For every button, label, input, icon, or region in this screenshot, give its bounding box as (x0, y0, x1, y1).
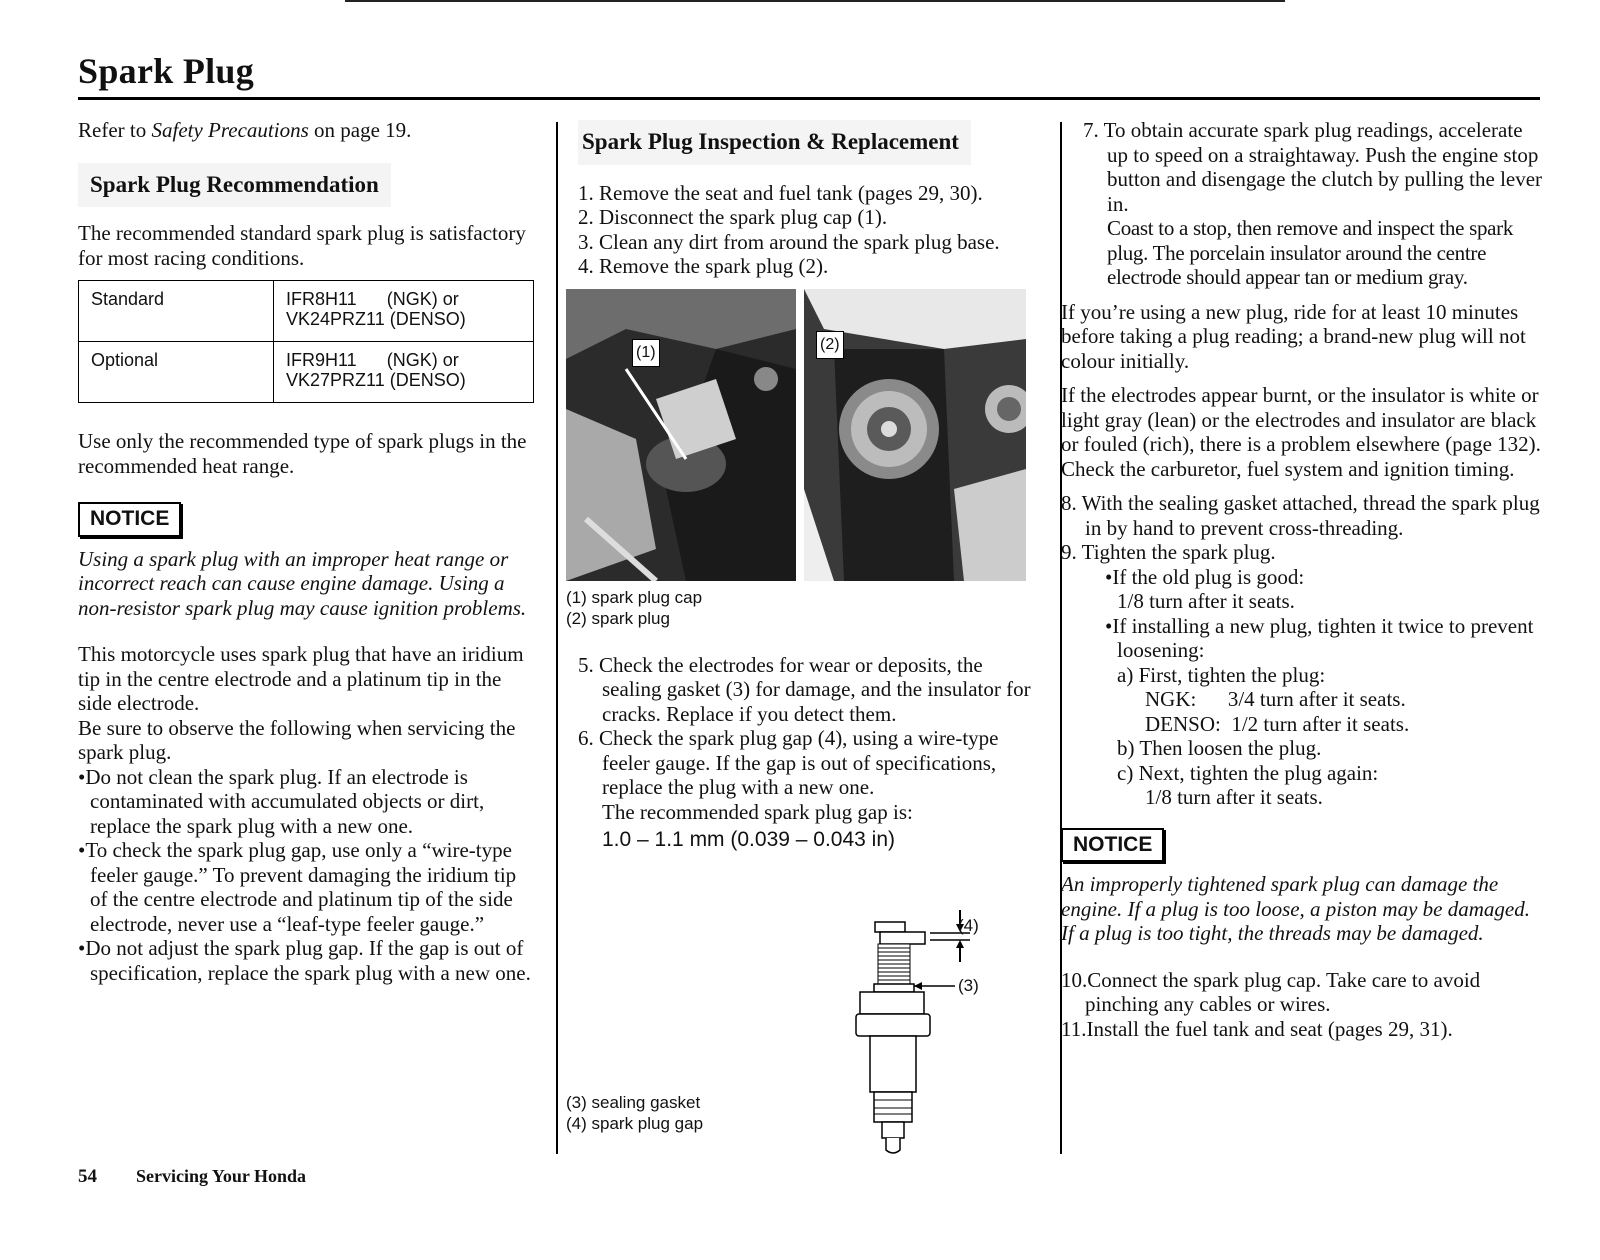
caption-spark-plug-cap: (1) spark plug cap (566, 587, 703, 607)
diagram-label-gasket: (3) (958, 976, 979, 995)
step7-continued: Coast to a stop, then remove and inspect the spark plug. The porcelain insulator around the centre electrode should appear tan or medium gray. (1107, 216, 1514, 289)
list-item: 3. Clean any dirt from around the spark plug base. (578, 229, 1000, 254)
photo-callout-2: (2) (816, 331, 844, 360)
notice-text: Using a spark plug with an improper heat range or incorrect reach can cause engine damage. Using a non-resistor spark plug may cause ignition problems. (78, 546, 527, 620)
old-plug-value: 1/8 turn after it seats. (1117, 589, 1295, 613)
photo-callout-1: (1) (632, 339, 660, 368)
new-plug-line: •If installing a new plug, tighten it twice to prevent loosening: (1105, 613, 1534, 662)
safety-reference (78, 118, 538, 143)
burnt-text: If the electrodes appear burnt, or the insulator is white or light gray (lean) or the electrodes and insulator are black or fouled (rich), there is a problem elsewhere (page 132). (1061, 383, 1541, 456)
title-rule (78, 97, 1540, 100)
list-item: 1. Remove the seat and fuel tank (pages 29, 30). (578, 180, 983, 205)
ngk-value: NGK: 3/4 turn after it seats. (1145, 687, 1406, 711)
photo-spark-plug-cap (566, 289, 796, 581)
spec-line: VK27PRZ11 (DENSO) (286, 370, 466, 390)
denso-value: DENSO: 1/2 turn after it seats. (1145, 711, 1410, 736)
new-plug-text: If you’re using a new plug, ride for at least 10 minutes before taking a plug reading; a brand-new plug will not colour initially. (1061, 299, 1526, 373)
list-item: 7. To obtain accurate spark plug readings, accelerate up to speed on a straightaway. Push the engine stop button and disengage the clutch by pulling the lever in. (1083, 118, 1543, 216)
notice-badge: NOTICE (1061, 828, 1164, 863)
table-cell-label: Standard (79, 281, 274, 342)
spark-plug-diagram-image (840, 900, 1020, 1180)
steps-list-1 (578, 181, 1038, 279)
caption-sealing-gasket: (3) sealing gasket (566, 1093, 701, 1112)
list-item: 10.Connect the spark plug cap. Take care to avoid pinching any cables or wires. (1061, 967, 1481, 1016)
list-item: • Do not adjust the spark plug gap. If the gap is out of specification, replace the spark plug with a new one. (78, 936, 538, 985)
steps-list-4 (1061, 491, 1543, 565)
diagram-captions (566, 1092, 703, 1134)
photo-spark-plug (804, 289, 1026, 581)
safety-ref-suffix: on page 19. (308, 118, 412, 142)
list-item: 9. Tighten the spark plug. (1061, 540, 1276, 564)
gap-value: 1.0 – 1.1 mm (0.039 – 0.043 in) (602, 828, 896, 851)
table-cell-label: Optional (79, 342, 274, 403)
column-right (1061, 118, 1543, 1041)
check-carb-text: Check the carburetor, fuel system and ignition timing. (1061, 456, 1515, 481)
gap-spec-block (578, 800, 1038, 853)
table-row (79, 281, 534, 342)
section-heading-inspection: Spark Plug Inspection & Replacement (578, 120, 971, 165)
list-item: 8. With the sealing gasket attached, thread the spark plug in by hand to prevent cross-threading. (1061, 491, 1540, 540)
safety-ref-link: Safety Precautions (151, 118, 309, 142)
spec-line: IFR8H11 (NGK) or (286, 289, 459, 309)
steps-list-5 (1061, 968, 1543, 1042)
footer-section-name: Servicing Your Honda (136, 1166, 307, 1186)
notice-badge: NOTICE (78, 502, 181, 537)
spark-plug-photos (566, 289, 1026, 581)
table-cell-value (274, 281, 534, 342)
page-title: Spark Plug (78, 51, 255, 91)
list-item: 2. Disconnect the spark plug cap (1). (578, 205, 888, 229)
photo-cap-image (566, 289, 796, 581)
table-row (79, 342, 534, 403)
list-item: 4. Remove the spark plug (2). (578, 254, 829, 278)
list-item: 5. Check the electrodes for wear or deposits, the sealing gasket (3) for damage, and the insulator for cracks. Replace if you detect them. (578, 652, 1031, 726)
section-heading-recommendation: Spark Plug Recommendation (78, 163, 391, 208)
column-left (78, 118, 538, 985)
step-b: b) Then loosen the plug. (1117, 736, 1322, 760)
spec-line: VK24PRZ11 (DENSO) (286, 309, 466, 329)
page-number: 54 (78, 1166, 97, 1187)
use-only-text: Use only the recommended type of spark plugs in the recommended heat range. (78, 429, 527, 478)
column-divider (556, 122, 558, 1154)
servicing-bullets (78, 765, 538, 986)
recommend-text: The recommended standard spark plug is satisfactory for most racing conditions. (78, 221, 526, 270)
gap-intro: The recommended spark plug gap is: (602, 799, 913, 824)
diagram-label-gap: (4) (958, 916, 979, 935)
caption-spark-plug: (2) spark plug (566, 608, 670, 628)
spark-plug-spec-table (78, 280, 534, 403)
step-c: c) Next, tighten the plug again: (1117, 760, 1379, 785)
steps-list-2 (578, 653, 1038, 800)
safety-ref-prefix: Refer to (78, 118, 152, 142)
observe-text: Be sure to observe the following when servicing the spark plug. (78, 715, 516, 764)
iridium-text: This motorcycle uses spark plug that have an iridium tip in the centre electrode and a platinum tip in the side electrode. (78, 642, 524, 715)
table-cell-value (274, 342, 534, 403)
page-footer (78, 1166, 306, 1188)
step-a: a) First, tighten the plug: (1117, 662, 1326, 687)
photo-captions (566, 587, 1038, 629)
spark-plug-diagram (840, 900, 1020, 1180)
notice-text: An improperly tightened spark plug can damage the engine. If a plug is too loose, a piston may be damaged. If a plug is too tight, the threads may be damaged. (1061, 872, 1530, 945)
list-item: • To check the spark plug gap, use only a “wire-type feeler gauge.” To prevent damaging the iridium tip of the centre electrode and platinum tip of the side electrode, never use a “leaf-type feeler gauge.” (78, 838, 538, 936)
top-rule (345, 0, 1285, 2)
old-plug-line: •If the old plug is good: (1105, 564, 1305, 589)
steps-list-3 (1083, 118, 1543, 216)
list-item: 6. Check the spark plug gap (4), using a wire-type feeler gauge. If the gap is out of specifications, replace the plug with a new one. (578, 726, 999, 799)
column-middle (566, 118, 1038, 853)
list-item: • Do not clean the spark plug. If an electrode is contaminated with accumulated objects or dirt, replace the spark plug with a new one. (78, 765, 538, 839)
caption-spark-plug-gap: (4) spark plug gap (566, 1114, 704, 1133)
step-c-value: 1/8 turn after it seats. (1145, 785, 1323, 809)
list-item: 11.Install the fuel tank and seat (pages 29, 31). (1061, 1016, 1453, 1041)
spec-line: IFR9H11 (NGK) or (286, 350, 459, 370)
